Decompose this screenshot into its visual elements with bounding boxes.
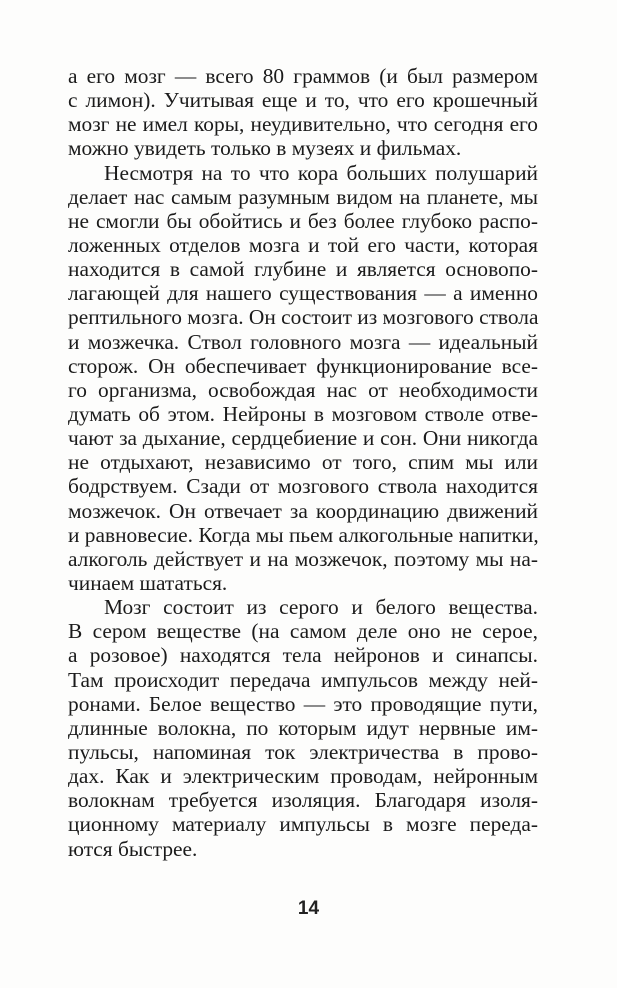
text-line: а розовое) находятся тела нейронов и синапсы. — [68, 643, 538, 668]
text-line: алкоголь действует и на мозжечок, поэтому мы на- — [68, 546, 538, 571]
text-line: чинаем шататься. — [68, 570, 228, 595]
text-line: сторож. Он обеспечивает функционирование все- — [68, 353, 538, 378]
text-line: и мозжечка. Ствол головного мозга — идеальный — [68, 329, 538, 354]
text-line: В сером веществе (на самом деле оно не серое, — [68, 619, 538, 644]
text-line: а его мозг — всего 80 граммов (и был размером — [68, 64, 538, 88]
text-line: бодрствуем. Сзади от мозгового ствола находится — [68, 474, 538, 499]
paragraph — [68, 595, 538, 861]
text-line: мозжечок. Он отвечает за координацию движений — [68, 498, 538, 523]
text-line: го организма, освобождая нас от необходимости — [68, 377, 538, 402]
text-line: мозг не имел коры, неудивительно, что сегодня его — [68, 112, 538, 137]
text-line: пульсы, напоминая ток электричества в прово- — [68, 739, 538, 764]
text-line: Там происходит передача импульсов между ней- — [68, 667, 538, 692]
text-line: делает нас самым разумным видом на планете, мы — [68, 184, 538, 209]
text-line: находится в самой глубине и является основопо- — [68, 257, 538, 282]
text-line: Мозг состоит из серого и белого вещества. — [104, 595, 538, 620]
text-line: чают за дыхание, сердцебиение и сон. Они никогда — [68, 426, 538, 451]
paragraph — [68, 161, 538, 596]
text-line: с лимон). Учитывая еще и то, что его крошечный — [68, 88, 538, 113]
text-line: длинные волокна, по которым идут нервные им- — [68, 715, 538, 740]
page-number: 14 — [297, 898, 320, 919]
text-line: и равновесие. Когда мы пьем алкогольные напитки, — [68, 522, 539, 547]
text-line: можно увидеть только в музеях и фильмах. — [68, 136, 462, 161]
text-line: ронами. Белое вещество — это проводящие пути, — [68, 691, 538, 716]
text-line: ционному материалу импульсы в мозге переда- — [68, 812, 538, 837]
text-line: не смогли бы обойтись и без более глубоко распо- — [68, 208, 538, 233]
text-line: думать об этом. Нейроны в мозговом стволе отве- — [68, 401, 538, 426]
body-text — [68, 64, 538, 861]
text-line: ложенных отделов мозга и той его части, которая — [68, 232, 538, 257]
text-line: Несмотря на то что кора больших полушарий — [104, 160, 538, 185]
text-line: рептильного мозга. Он состоит из мозгового ствола — [68, 305, 539, 330]
text-line: волокнам требуется изоляция. Благодаря изоля- — [68, 788, 538, 813]
text-line: лагающей для нашего существования — а именно — [68, 281, 538, 306]
text-line: дах. Как и электрическим проводам, нейронным — [68, 764, 538, 789]
paragraph — [68, 64, 538, 161]
text-line: не отдыхают, независимо от того, спим мы или — [68, 450, 538, 475]
text-line: ются быстрее. — [68, 836, 198, 861]
